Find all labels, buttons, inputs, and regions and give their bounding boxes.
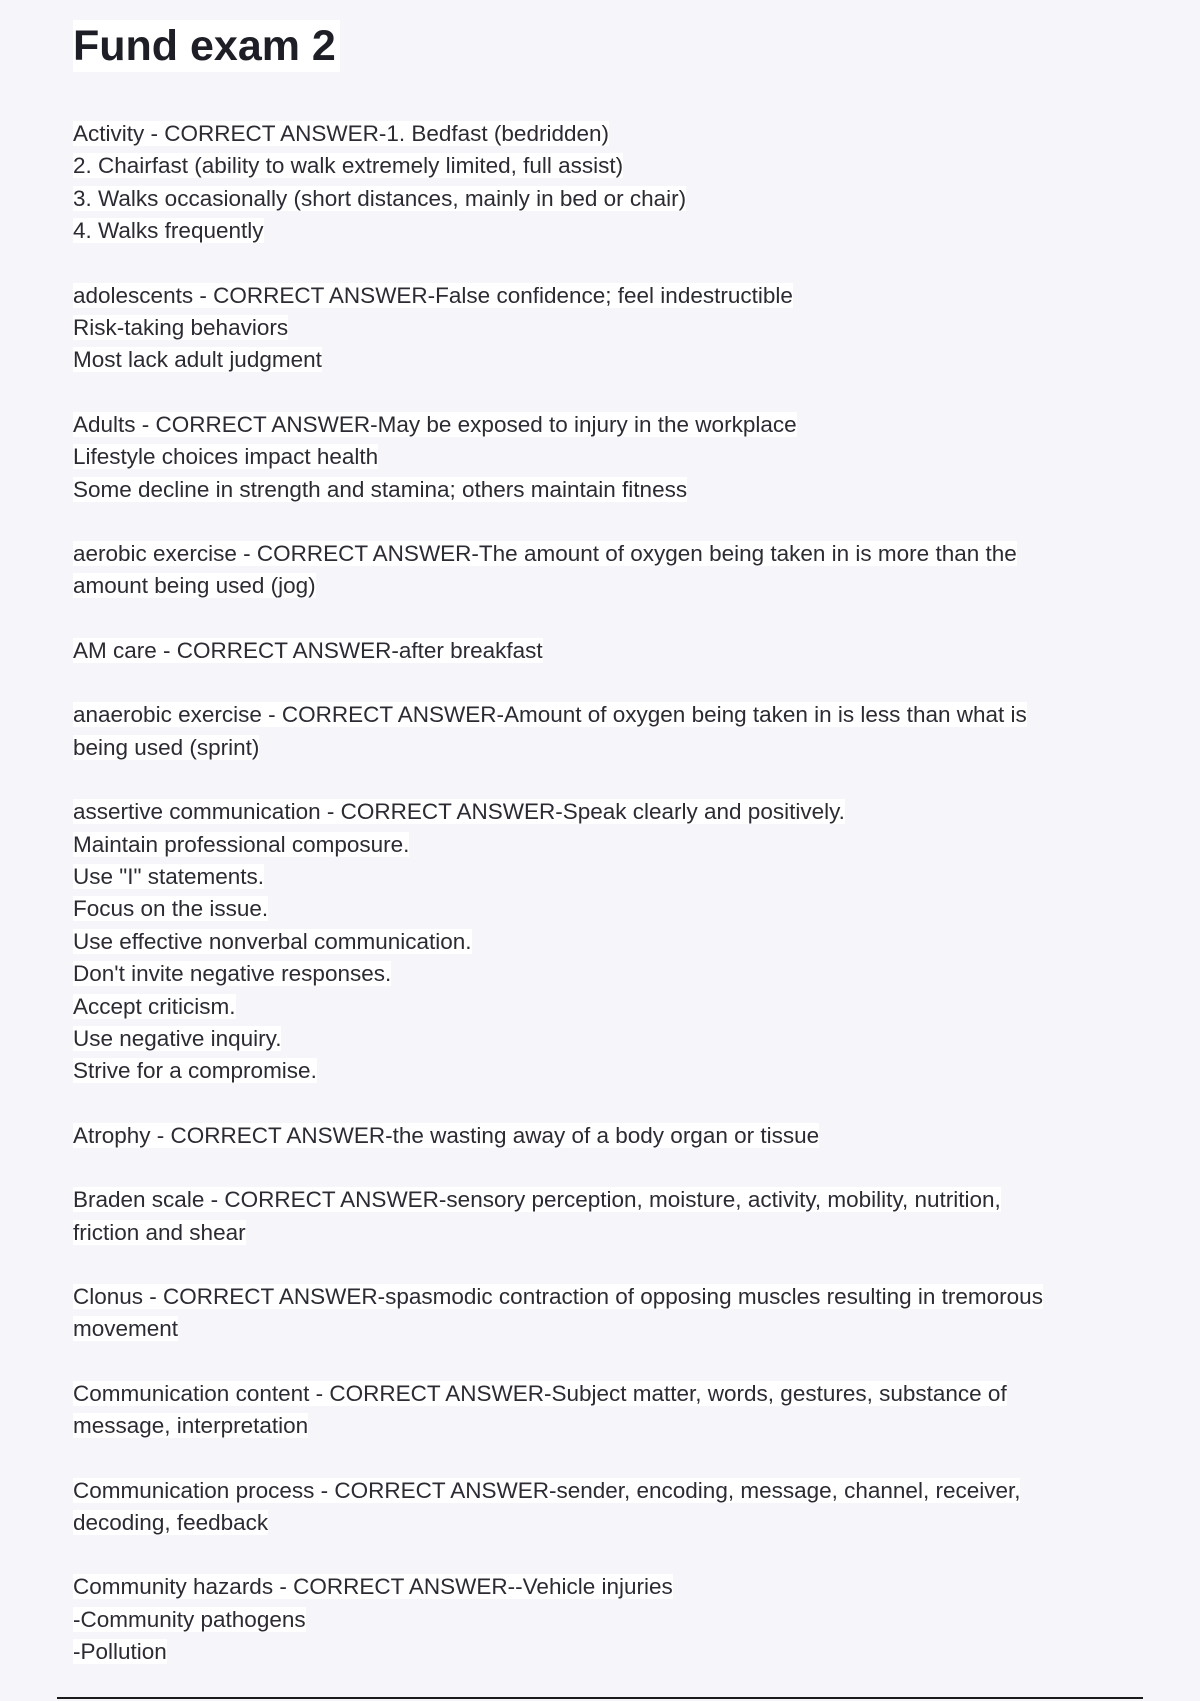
- document-page: [73, 20, 1143, 1701]
- flashcard-list: [73, 118, 1143, 1669]
- entry-term-line: [73, 1281, 1143, 1313]
- flashcard-entry: [73, 699, 1143, 764]
- entry-text: Use negative inquiry.: [73, 1025, 282, 1051]
- entry-term-line: [73, 1475, 1143, 1507]
- flashcard-entry: [73, 1571, 1143, 1668]
- entry-answer-line: [73, 150, 1143, 182]
- entry-term-line: [73, 409, 1143, 441]
- flashcard-entry: [73, 280, 1143, 377]
- entry-answer-line: [73, 1217, 1143, 1249]
- entry-answer-line: [73, 1636, 1143, 1668]
- entry-text: Atrophy - CORRECT ANSWER-the wasting away of a body organ or tissue: [73, 1122, 820, 1148]
- entry-text: message, interpretation: [73, 1413, 309, 1439]
- flashcard-entry: [73, 1475, 1143, 1540]
- entry-text: Clonus - CORRECT ANSWER-spasmodic contraction of opposing muscles resulting in tremorous: [73, 1283, 1043, 1309]
- entry-text: Activity - CORRECT ANSWER-1. Bedfast (bedridden): [73, 121, 609, 146]
- entry-text: -Pollution: [73, 1639, 167, 1665]
- entry-text: assertive communication - CORRECT ANSWER-Speak clearly and positively.: [73, 799, 845, 825]
- entry-answer-line: [73, 344, 1143, 376]
- entry-answer-line: [73, 215, 1143, 247]
- entry-answer-line: [73, 1507, 1143, 1539]
- entry-term-line: [73, 280, 1143, 312]
- entry-text: amount being used (jog): [73, 573, 316, 599]
- entry-text: Accept criticism.: [73, 993, 236, 1019]
- entry-text: decoding, feedback: [73, 1510, 269, 1535]
- entry-answer-line: [73, 1313, 1143, 1345]
- entry-text: Communication process - CORRECT ANSWER-sender, encoding, message, channel, receiver,: [73, 1477, 1021, 1503]
- flashcard-entry: [73, 1378, 1143, 1443]
- flashcard-entry: [73, 796, 1143, 1088]
- entry-text: Adults - CORRECT ANSWER-May be exposed to injury in the workplace: [73, 411, 797, 437]
- entry-answer-line: [73, 926, 1143, 958]
- entry-term-line: [73, 1120, 1143, 1152]
- entry-term-line: [73, 699, 1143, 731]
- entry-answer-line: [73, 312, 1143, 344]
- entry-text: Don't invite negative responses.: [73, 961, 392, 987]
- entry-text: Strive for a compromise.: [73, 1058, 317, 1084]
- entry-answer-line: [73, 991, 1143, 1023]
- entry-text: AM care - CORRECT ANSWER-after breakfast: [73, 637, 543, 663]
- entry-text: friction and shear: [73, 1219, 246, 1245]
- entry-term-line: [73, 118, 1143, 150]
- entry-text: adolescents - CORRECT ANSWER-False confidence; feel indestructible: [73, 282, 793, 308]
- flashcard-entry: [73, 1281, 1143, 1346]
- flashcard-entry: [73, 538, 1143, 603]
- flashcard-entry: [73, 409, 1143, 506]
- entry-text: Focus on the issue.: [73, 896, 269, 922]
- entry-text: 2. Chairfast (ability to walk extremely limited, full assist): [73, 153, 624, 179]
- entry-term-line: [73, 1571, 1143, 1603]
- entry-term-line: [73, 1184, 1143, 1216]
- entry-text: 3. Walks occasionally (short distances, mainly in bed or chair): [73, 185, 687, 211]
- document-title: Fund exam 2: [73, 20, 340, 72]
- entry-text: Most lack adult judgment: [73, 347, 322, 373]
- entry-answer-line: [73, 474, 1143, 506]
- entry-text: Communication content - CORRECT ANSWER-Subject matter, words, gestures, substance of: [73, 1380, 1007, 1406]
- entry-answer-line: [73, 441, 1143, 473]
- entry-text: Risk-taking behaviors: [73, 315, 289, 341]
- entry-text: anaerobic exercise - CORRECT ANSWER-Amount of oxygen being taken in is less than what is: [73, 702, 1027, 728]
- flashcard-entry: [73, 1184, 1143, 1249]
- entry-answer-line: [73, 1055, 1143, 1087]
- entry-answer-line: [73, 1604, 1143, 1636]
- entry-answer-line: [73, 958, 1143, 990]
- flashcard-entry: [73, 1120, 1143, 1152]
- entry-text: Some decline in strength and stamina; others maintain fitness: [73, 476, 688, 502]
- entry-answer-line: [73, 829, 1143, 861]
- flashcard-entry: [73, 635, 1143, 667]
- entry-text: -Community pathogens: [73, 1606, 306, 1632]
- entry-text: Braden scale - CORRECT ANSWER-sensory perception, moisture, activity, mobility, nutrition,: [73, 1187, 1001, 1213]
- flashcard-entry: [73, 118, 1143, 248]
- entry-text: movement: [73, 1316, 179, 1342]
- entry-term-line: [73, 1378, 1143, 1410]
- entry-text: Use effective nonverbal communication.: [73, 928, 472, 954]
- entry-answer-line: [73, 183, 1143, 215]
- entry-text: Lifestyle choices impact health: [73, 444, 379, 470]
- entry-text: 4. Walks frequently: [73, 218, 264, 244]
- entry-answer-line: [73, 861, 1143, 893]
- entry-term-line: [73, 796, 1143, 828]
- entry-text: Maintain professional composure.: [73, 831, 410, 857]
- entry-answer-line: [73, 1410, 1143, 1442]
- entry-answer-line: [73, 570, 1143, 602]
- entry-text: Use "I" statements.: [73, 863, 265, 889]
- entry-text: being used (sprint): [73, 734, 260, 760]
- entry-answer-line: [73, 732, 1143, 764]
- entry-term-line: [73, 538, 1143, 570]
- entry-text: aerobic exercise - CORRECT ANSWER-The amount of oxygen being taken in is more than the: [73, 541, 1017, 567]
- entry-text: Community hazards - CORRECT ANSWER--Vehicle injuries: [73, 1574, 673, 1600]
- entry-answer-line: [73, 1023, 1143, 1055]
- page-bottom-divider: [57, 1697, 1143, 1699]
- entry-answer-line: [73, 893, 1143, 925]
- entry-term-line: [73, 635, 1143, 667]
